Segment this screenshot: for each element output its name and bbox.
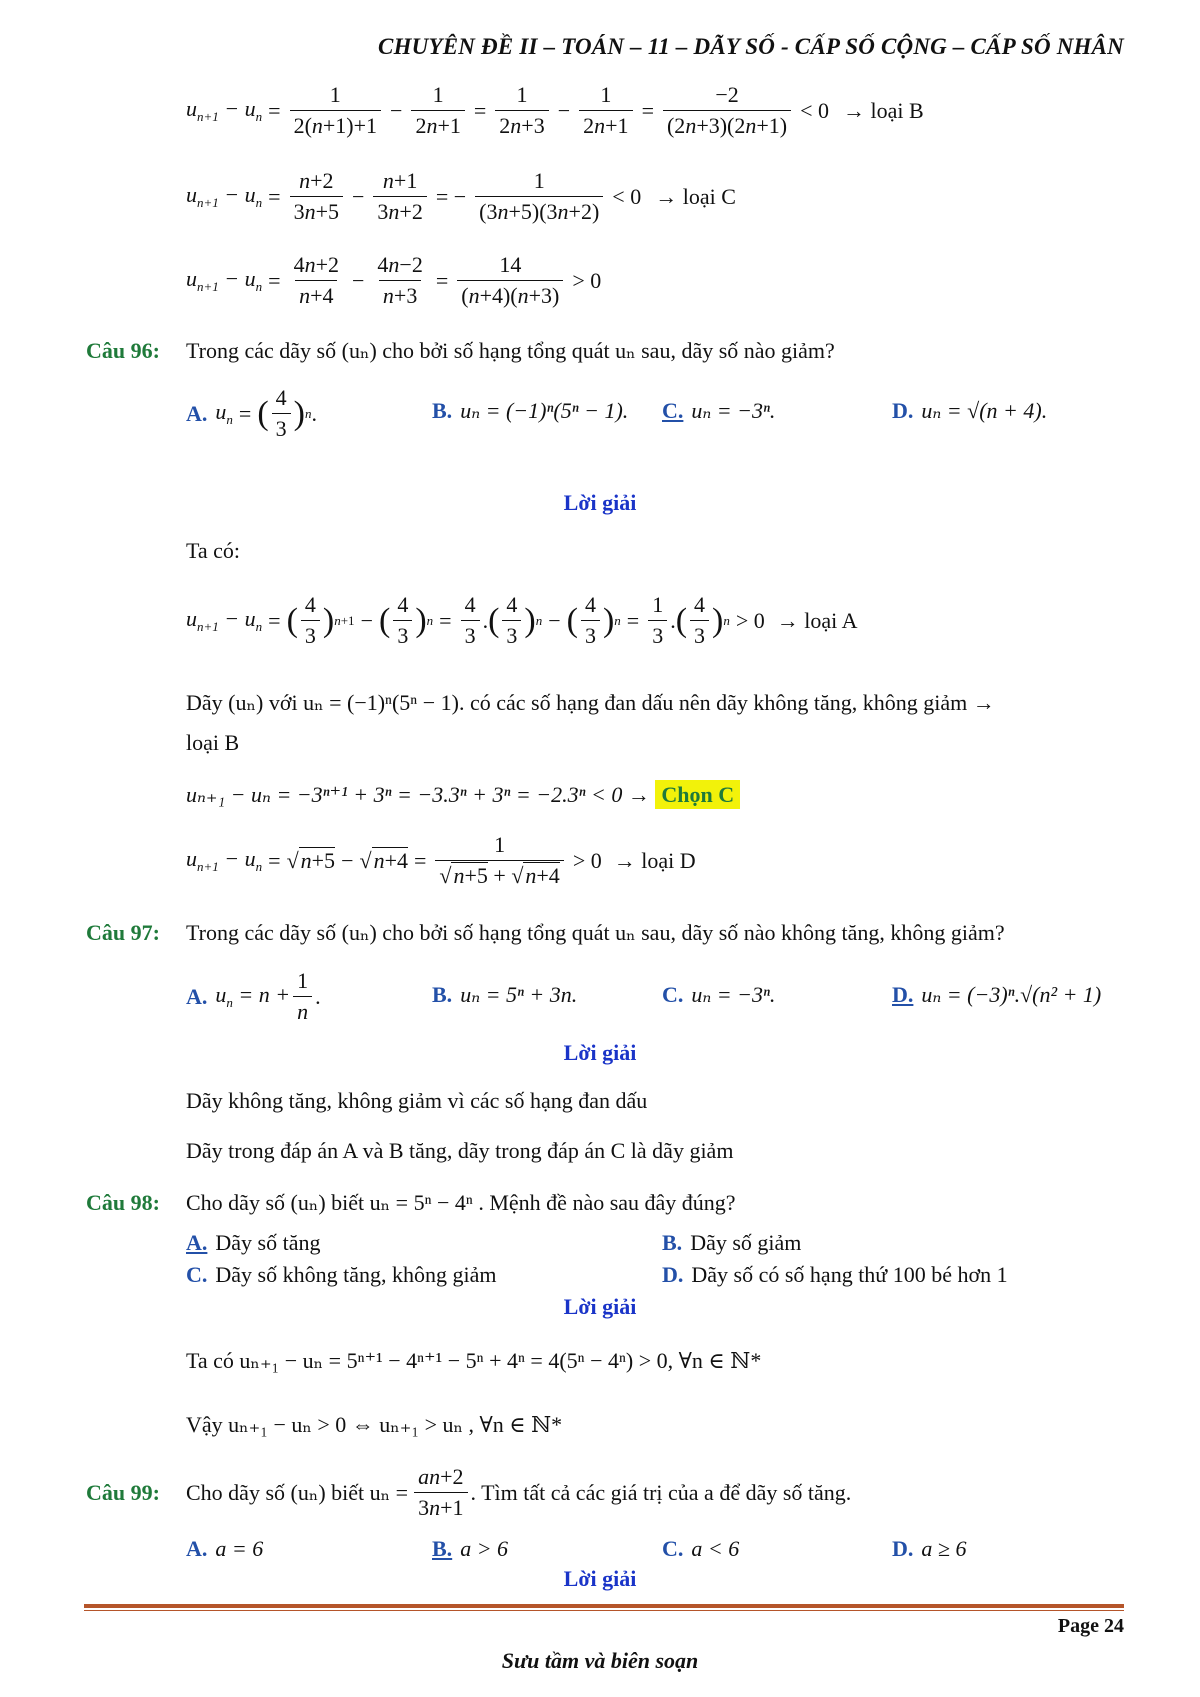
q96-math-c: uₙ₊₁ − uₙ = −3ⁿ⁺¹ + 3ⁿ = −3.3ⁿ + 3ⁿ = −2.3ⁿ < 0 → Chọn C [186, 782, 740, 808]
q98-option-b: B. Dãy số giảm [662, 1230, 802, 1255]
result-loai-d: → loại D [613, 847, 696, 873]
q98-line-1: Ta có uₙ₊₁ − uₙ = 5ⁿ⁺¹ − 4ⁿ⁺¹ − 5ⁿ + 4ⁿ = 4(5ⁿ − 4ⁿ) > 0, ∀n ∈ ℕ* [186, 1348, 762, 1373]
question-97-label: Câu 97: [86, 920, 160, 945]
math-line-c: $u_{n+1} - u_n$ = $\frac{n+2}{3n+5}$ − $\frac{n+1}{3n+2}$ = − $\frac{1}{(3n+5)(3n+2)}$ < 0 → loại C [186, 168, 736, 224]
q97-line-2: Dãy trong đáp án A và B tăng, dãy trong đáp án C là dãy giảm [186, 1138, 734, 1163]
question-99-label: Câu 99: [86, 1480, 160, 1505]
q96-math-d: $u_{n+1} - u_n$ = √ n+5 − √ n+4 = $\frac{1}{√n+5 + √n+4}$ > 0 → loại D [186, 832, 696, 888]
footer-divider-thin [84, 1610, 1124, 1611]
q96-solution-title: Lời giải [563, 490, 637, 515]
q97-option-c: C. uₙ = −3ⁿ. [662, 982, 776, 1007]
q96-option-d: D. uₙ = √(n + 4). [892, 398, 1048, 423]
q97-solution-title: Lời giải [563, 1040, 637, 1065]
question-96-label: Câu 96: [86, 338, 160, 363]
q99-option-c: C. a < 6 [662, 1536, 740, 1561]
question-98-text: Cho dãy số (uₙ) biết uₙ = 5ⁿ − 4ⁿ . Mệnh đề nào sau đây đúng? [186, 1190, 736, 1215]
q99-option-a: A. a = 6 [186, 1536, 264, 1561]
q96-option-c: C. uₙ = −3ⁿ. [662, 398, 776, 423]
q96-day-line: Dãy (uₙ) với uₙ = (−1)ⁿ(5ⁿ − 1). có các số hạng đan dấu nên dãy không tăng, không giảm → [186, 690, 995, 715]
q98-option-c: C. Dãy số không tăng, không giảm [186, 1262, 497, 1287]
q98-option-d: D. Dãy số có số hạng thứ 100 bé hơn 1 [662, 1262, 1008, 1287]
q97-option-d: D. uₙ = (−3)ⁿ.√(n² + 1) [892, 982, 1102, 1007]
math-line-d: $u_{n+1} - u_n$ = $\frac{4n+2}{n+4}$ − $\frac{4n-2}{n+3}$ = $\frac{14}{(n+4)(n+3)}$ > 0 [186, 252, 602, 308]
q97-line-1: Dãy không tăng, không giảm vì các số hạng đan dấu [186, 1088, 648, 1113]
result-loai-b: → loại B [843, 97, 924, 123]
footer-divider [84, 1604, 1124, 1608]
result-loai-a: → loại A [776, 607, 858, 633]
chon-c-highlight: Chọn C [655, 780, 740, 809]
q99-option-b: B. a > 6 [432, 1536, 509, 1561]
question-97-text: Trong các dãy số (uₙ) cho bởi số hạng tổng quát uₙ sau, dãy số nào không tăng, không giảm? [186, 920, 1005, 945]
q96-ta-co: Ta có: [186, 538, 241, 563]
q96-day-line-2: loại B [186, 730, 240, 755]
footer-credit: Sưu tầm và biên soạn [501, 1648, 699, 1673]
q99-solution-title: Lời giải [563, 1566, 637, 1591]
q99-option-d: D. a ≥ 6 [892, 1536, 967, 1561]
math-line-b: $u_{n+1} - u_n$ = $\frac{1}{2(n+1)+1}$ − $\frac{1}{2n+1}$ = $\frac{1}{2n+3}$ − $\frac{1}{2n+1}$ = $\frac{-2}{(2n+3)(2n+1)}$ < 0 → loại B [186, 82, 924, 138]
question-98-label: Câu 98: [86, 1190, 160, 1215]
q98-line-2: Vậy uₙ₊₁ − uₙ > 0 ⇔ uₙ₊₁ > uₙ , ∀n ∈ ℕ* [186, 1412, 563, 1437]
q97-option-b: B. uₙ = 5ⁿ + 3n. [432, 982, 578, 1007]
q96-option-a: A. $u_n$ = ( $\frac{4}{3}$ ) n . [186, 385, 317, 441]
q96-option-b: B. uₙ = (−1)ⁿ(5ⁿ − 1). [432, 398, 629, 423]
result-loai-c: → loại C [655, 183, 736, 209]
question-99-text: Cho dãy số (uₙ) biết uₙ = $\frac{an+2}{3n+1}$ . Tìm tất cả các giá trị của a để dãy số tăng. [186, 1464, 852, 1520]
page-number: Page 24 [1057, 1615, 1124, 1637]
q98-option-a: A. Dãy số tăng [186, 1230, 321, 1255]
q97-option-a: A. $u_n = n$ + $\frac{1}{n}$ . [186, 968, 321, 1024]
page-header: CHUYÊN ĐỀ II – TOÁN – 11 – DÃY SỐ - CẤP SỐ CỘNG – CẤP SỐ NHÂN [378, 34, 1124, 59]
q98-solution-title: Lời giải [563, 1294, 637, 1319]
question-96-text: Trong các dãy số (uₙ) cho bởi số hạng tổng quát uₙ sau, dãy số nào giảm? [186, 338, 835, 363]
q96-math-a: $u_{n+1} - u_n$ = ( $\frac{4}{3}$ ) n+1 − ( $\frac{4}{3}$ ) n = $\frac{4}{3}$ . ( $\frac{4}{3}$ ) n − ( $\frac{4}{3}$ ) n = $\frac{1}{3}$ . ( $\frac{4}{3}$ ) n > 0 → loại A [186, 592, 858, 648]
